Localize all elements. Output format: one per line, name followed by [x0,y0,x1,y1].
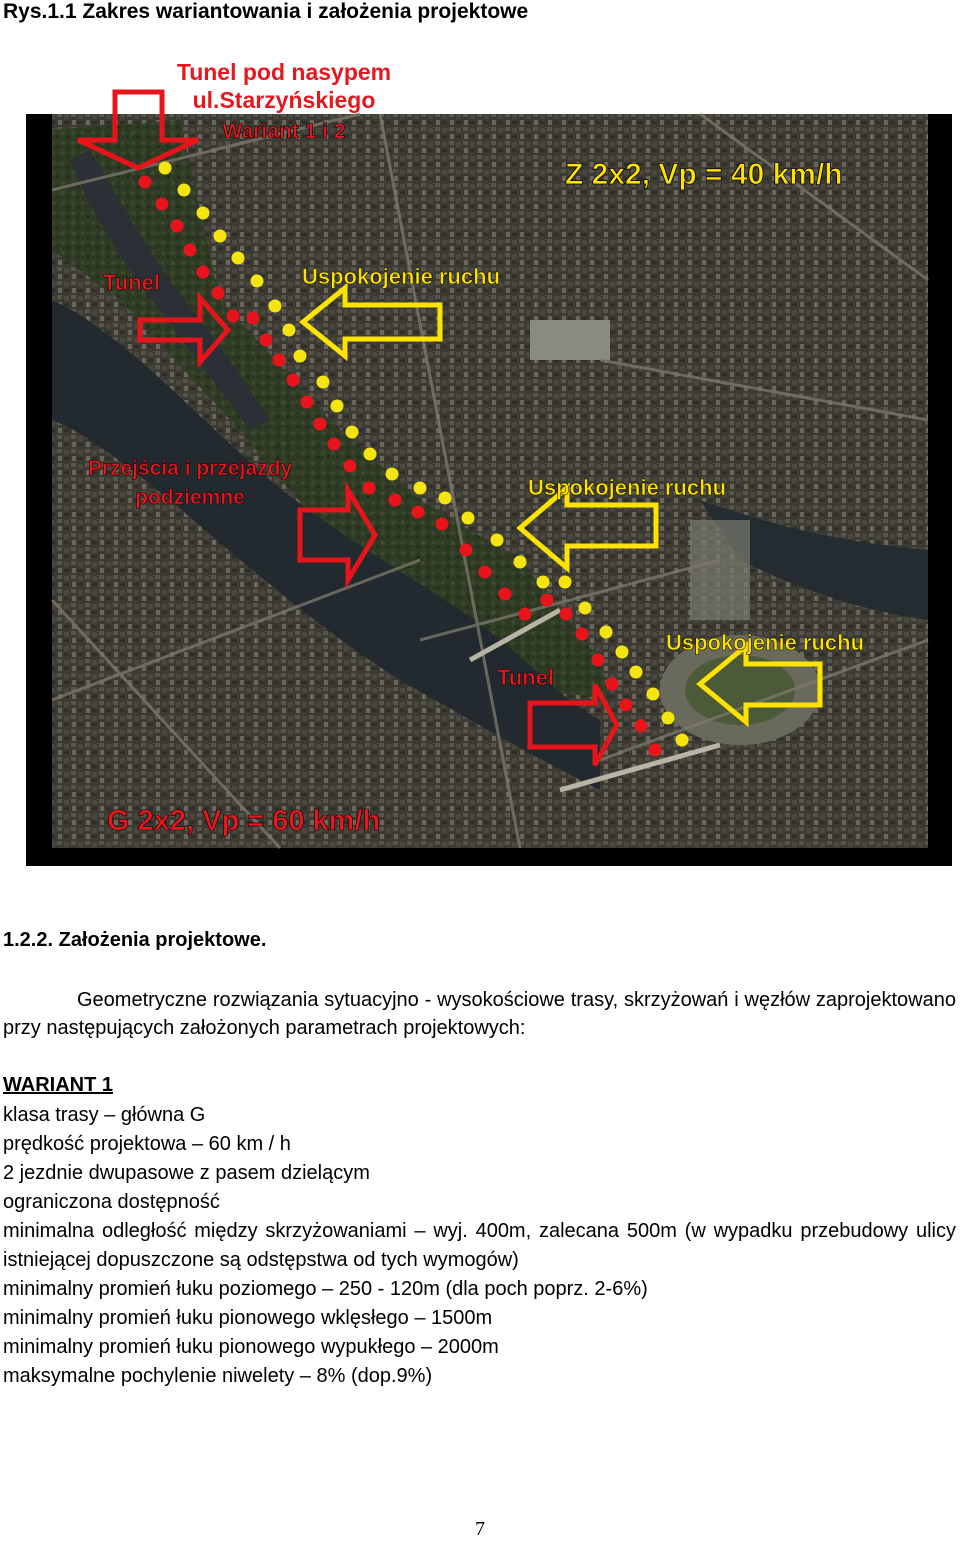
label-speed-bottom: G 2x2, Vp = 60 km/h [107,805,381,837]
label-traffic-calming-3: Uspokojenie ruchu [666,630,865,655]
label-tunnel-bottom: Tunel [497,665,555,690]
page-number: 7 [475,1518,485,1540]
variant-title: WARIANT 1 [3,1074,113,1096]
param-line: minimalny promień łuku pionowego wypukłego – 2000m [3,1336,499,1358]
intro-text: Geometryczne rozwiązania sytuacyjno - wysokościowe trasy, skrzyżowań i węzłów zaprojektowano przy następujących założonych parametrach projektowych: [3,989,956,1039]
label-traffic-calming-2: Uspokojenie ruchu [528,475,727,500]
param-line: ograniczona dostępność [3,1191,220,1213]
label-tunnel-left: Tunel [103,270,161,295]
param-line: 2 jezdnie dwupasowe z pasem dzielącym [3,1162,370,1184]
label-crossings-1: Przejścia i przejazdy [87,457,293,480]
aerial-map-figure [0,40,960,870]
label-top-tunnel-3: Wariant 1 i 2 [222,120,346,143]
label-traffic-calming-1: Uspokojenie ruchu [302,264,501,289]
label-top-tunnel-2: ul.Starzyńskiego [192,87,376,113]
variant-parameters [3,1101,956,1391]
aerial-background [52,114,928,848]
section-heading: 1.2.2. Założenia projektowe. [3,929,267,951]
label-top-tunnel-1: Tunel pod nasypem [176,59,392,85]
param-line: klasa trasy – główna G [3,1104,206,1126]
label-speed-top: Z 2x2, Vp = 40 km/h [565,158,843,191]
param-line: minimalna odległość między skrzyżowaniami – wyj. 400m, zalecana 500m (w wypadku przebudowy ulicy istniejącej dopuszczone są odstępstwa od tych wymogów) [3,1220,956,1271]
figure-caption: Rys.1.1 Zakres wariantowania i założenia projektowe [3,0,529,23]
intro-paragraph [3,986,956,1042]
label-crossings-2: podziemne [135,486,245,509]
param-line: maksymalne pochylenie niwelety – 8% (dop.9%) [3,1365,433,1387]
param-line: minimalny promień łuku poziomego – 250 - 120m (dla poch poprz. 2-6%) [3,1278,648,1300]
param-line: prędkość projektowa – 60 km / h [3,1133,291,1155]
param-line: minimalny promień łuku pionowego wklęsłego – 1500m [3,1307,493,1329]
